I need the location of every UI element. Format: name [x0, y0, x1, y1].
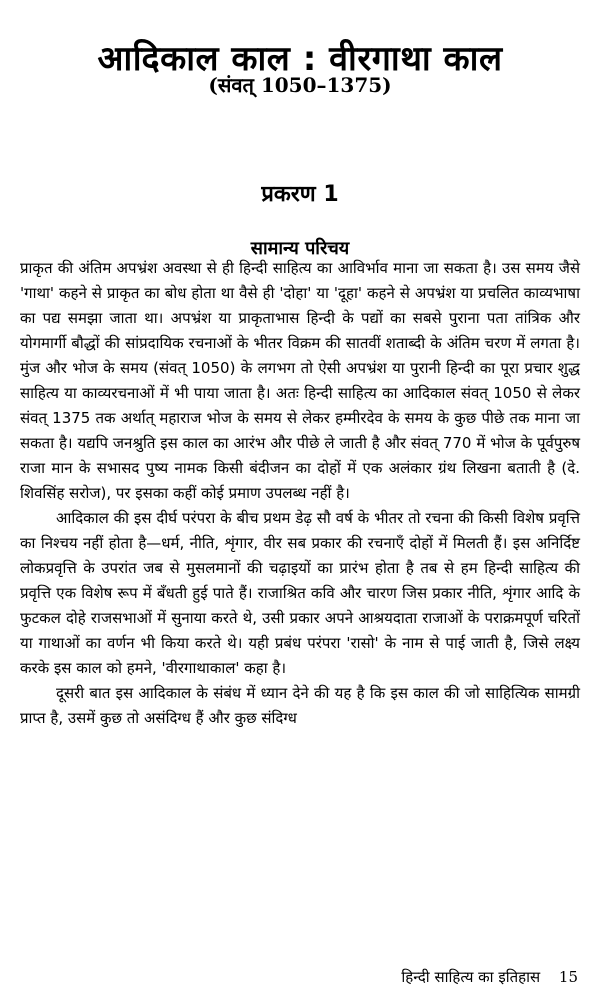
- paragraph-second-point: दूसरी बात इस आदिकाल के संबंध में ध्यान देने की यह है कि इस काल की जो साहित्यिक सामग्री प्राप्त है, उसमें कुछ तो असंदिग्ध हैं और कुछ संदिग्ध: [20, 684, 580, 727]
- page-title: आदिकाल काल : वीरगाथा काल: [97, 38, 503, 79]
- body-text: [20, 256, 580, 731]
- paragraph-intro: प्राकृत की अंतिम अपभ्रंश अवस्था से ही हिन्दी साहित्य का आविर्भाव माना जा सकता है। उस समय जैसे 'गाथा' कहने से प्राकृत का बोध होता था वैसे ही 'दोहा' या 'दूहा' कहने से अपभ्रंश या प्रचलित काव्यभाषा का पद्य समझा जाता था। अपभ्रंश या प्राकृताभास हिन्दी के पद्यों का सबसे पुराना पता तांत्रिक और योगमार्गी बौद्धों की सांप्रदायिक रचनाओं के भीतर विक्रम की सातवीं शताब्दी के अंतिम चरण में लगता है। मुंज और भोज के समय (संवत् 1050) के लगभग तो ऐसी अपभ्रंश या पुरानी हिन्दी का पूरा प्रचार शुद्ध साहित्य या काव्यरचनाओं में भी पाया जाता है। अतः हिन्दी साहित्य का आदिकाल संवत् 1050 से लेकर संवत् 1375 तक अर्थात् महाराज भोज के समय से लेकर हम्मीरदेव के समय के कुछ पीछे तक माना जा सकता है। यद्यपि जनश्रुति इस काल का आरंभ और पीछे ले जाती है और संवत् 770 में भोज के पूर्वपुरुष राजा मान के सभासद पुष्य नामक किसी बंदीजन का दोहों में एक अलंकार ग्रंथ लिखना बताती है (दे. शिवसिंह सरोज), पर इसका कहीं कोई प्रमाण उपलब्ध नहीं है।: [20, 259, 580, 502]
- era-subtitle: (संवत् 1050–1375): [208, 73, 392, 97]
- page-number: 15: [558, 968, 578, 986]
- footer-book-title: हिन्दी साहित्य का इतिहास: [401, 968, 541, 986]
- chapter-heading: प्रकरण 1: [261, 182, 339, 208]
- section-heading: सामान्य परिचय: [250, 238, 350, 259]
- paragraph-adikal: आदिकाल की इस दीर्घ परंपरा के बीच प्रथम डेढ़ सौ वर्ष के भीतर तो रचना की किसी विशेष प्रवृत्ति का निश्चय नहीं होता है—धर्म, नीति, शृंगार, वीर सब प्रकार की रचनाएँ दोहों में मिलती हैं। इस अनिर्दिष्ट लोकप्रवृत्ति के उपरांत जब से मुसलमानों की चढ़ाइयों का प्रारंभ होता है तब से हम हिन्दी साहित्य की प्रवृत्ति एक विशेष रूप में बँधती हुई पाते हैं। राजाश्रित कवि और चारण जिस प्रकार नीति, शृंगार आदि के फुटकल दोहे राजसभाओं में सुनाया करते थे, उसी प्रकार अपने आश्रयदाता राजाओं के पराक्रमपूर्ण चरितों या गाथाओं का वर्णन भी किया करते थे। यही प्रबंध परंपरा 'रासो' के नाम से पाई जाती है, जिसे लक्ष्य करके इस काल को हमने, 'वीरगाथाकाल' कहा है।: [20, 509, 580, 677]
- page-footer: [401, 966, 578, 988]
